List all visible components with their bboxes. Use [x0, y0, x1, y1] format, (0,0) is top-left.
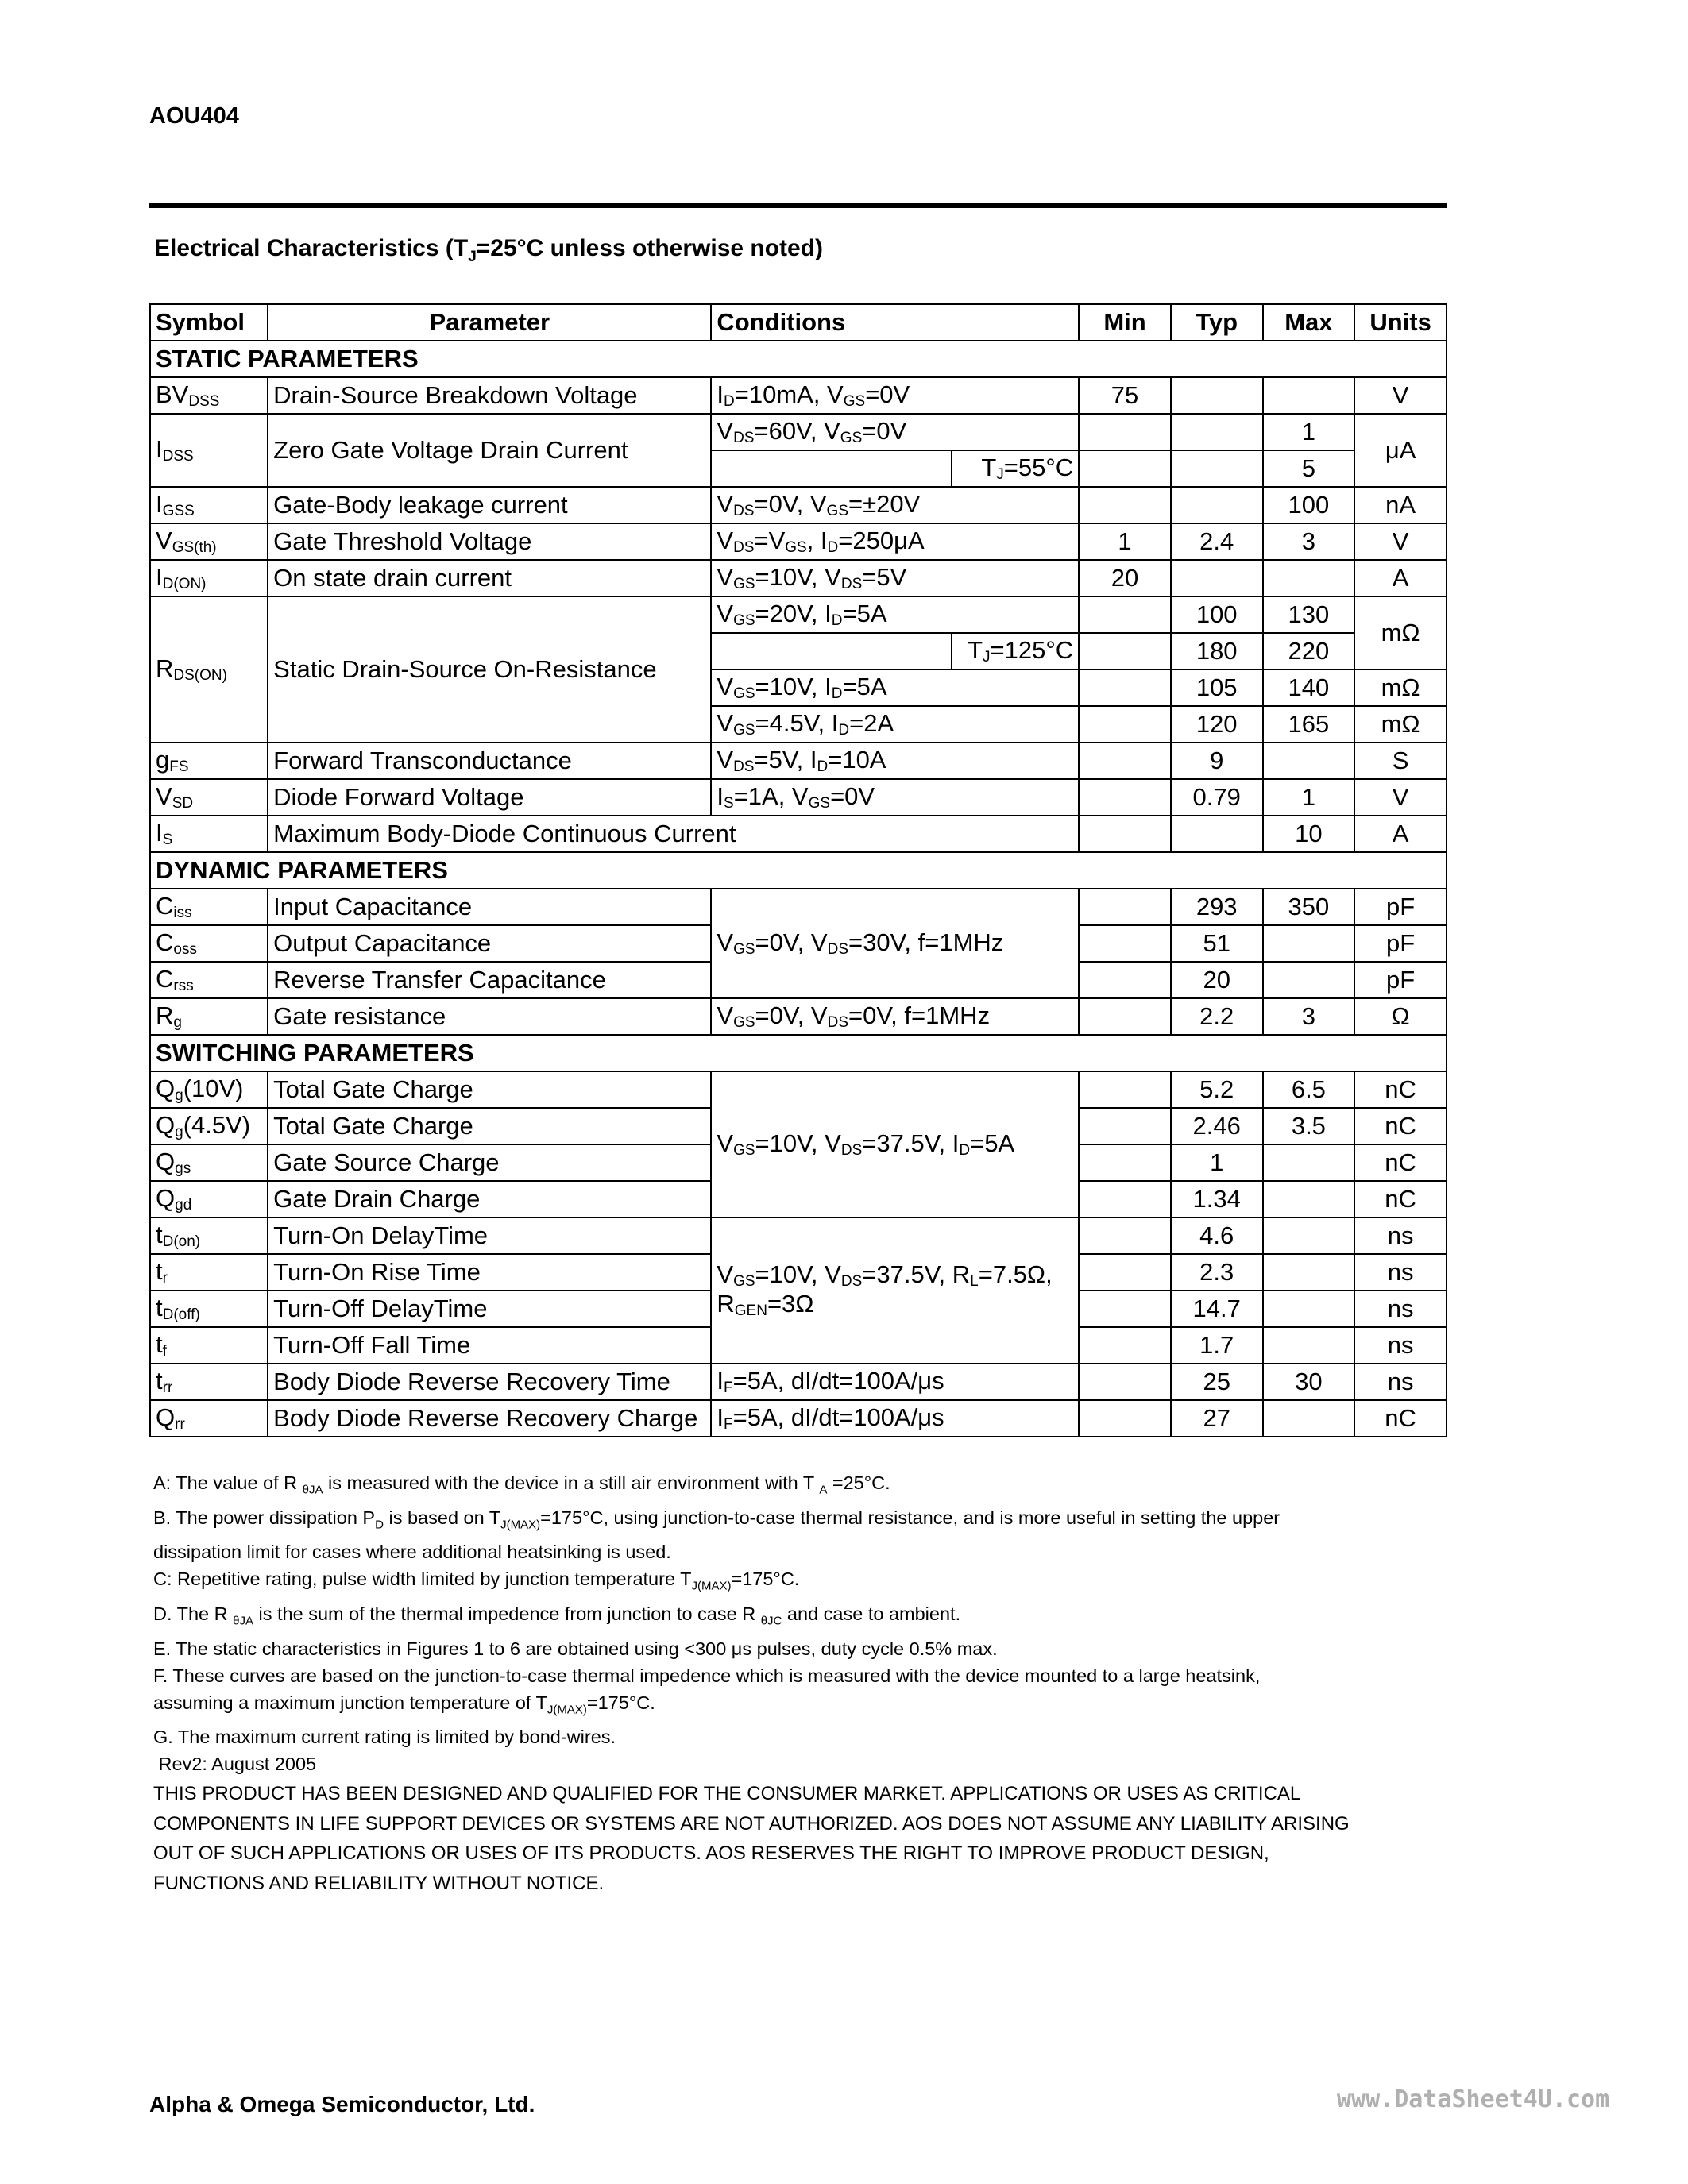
max-cell [1263, 743, 1355, 779]
max-cell [1263, 1327, 1355, 1364]
min-cell [1079, 1144, 1171, 1181]
condition-cell: $V_{GS}=10V$, $V_{DS}=37.5V$, $I_D=5A$ [711, 1071, 1079, 1217]
symbol-cell: $Q_{rr}$ [150, 1400, 268, 1437]
table-row [150, 377, 1447, 414]
max-cell: 3 [1263, 523, 1355, 560]
table-title: Electrical Characteristics ($T_J=25^\circ C$ unless otherwise noted) [154, 235, 824, 265]
typ-cell: 2.46 [1171, 1108, 1263, 1144]
unit-cell: ns [1354, 1291, 1447, 1327]
symbol-cell: $t_{D(on)}$ [150, 1217, 268, 1254]
parameter-cell: Reverse Transfer Capacitance [268, 962, 711, 998]
min-cell [1079, 779, 1171, 816]
condition-cell [711, 633, 951, 669]
section-header: SWITCHING PARAMETERS [150, 1035, 1447, 1071]
max-cell [1263, 925, 1355, 962]
col-header: Symbol [150, 304, 268, 341]
typ-cell: 20 [1171, 962, 1263, 998]
table-row [150, 1217, 1447, 1254]
watermark: www.DataSheet4U.com [1337, 2086, 1610, 2113]
table-header-row [150, 304, 1447, 341]
max-cell: 30 [1263, 1364, 1355, 1400]
table-row [150, 523, 1447, 560]
max-cell [1263, 1400, 1355, 1437]
condition-cell: $T_J=125^\circ C$ [952, 633, 1079, 669]
parameter-cell: Drain-Source Breakdown Voltage [268, 377, 711, 414]
unit-cell: mΩ [1354, 669, 1447, 706]
note-lines [153, 1469, 1464, 1777]
max-cell: 130 [1263, 596, 1355, 633]
typ-cell: 0.79 [1171, 779, 1263, 816]
unit-cell: Ω [1354, 998, 1447, 1035]
typ-cell: 25 [1171, 1364, 1263, 1400]
unit-cell: nA [1354, 487, 1447, 523]
typ-cell: 100 [1171, 596, 1263, 633]
parameter-cell: Output Capacitance [268, 925, 711, 962]
max-cell [1263, 377, 1355, 414]
parameter-cell: Total Gate Charge [268, 1071, 711, 1108]
parameter-cell: Static Drain-Source On-Resistance [268, 596, 711, 743]
parameter-cell: On state drain current [268, 560, 711, 596]
static-rows [150, 377, 1447, 852]
section-header: DYNAMIC PARAMETERS [150, 852, 1447, 889]
table-row [150, 596, 1447, 633]
disclaimer-line: OUT OF SUCH APPLICATIONS OR USES OF ITS PRODUCTS. AOS RESERVES THE RIGHT TO IMPROVE PRODUCT DESIGN, [153, 1843, 1269, 1865]
parameter-cell: Turn-Off DelayTime [268, 1291, 711, 1327]
parameter-cell: Body Diode Reverse Recovery Time [268, 1364, 711, 1400]
symbol-cell: $C_{oss}$ [150, 925, 268, 962]
typ-cell: 293 [1171, 889, 1263, 925]
parameter-cell: Turn-On Rise Time [268, 1254, 711, 1291]
min-cell [1079, 925, 1171, 962]
typ-cell: 180 [1171, 633, 1263, 669]
symbol-cell: $R_{DS(ON)}$ [150, 596, 268, 743]
disclaimer-line: COMPONENTS IN LIFE SUPPORT DEVICES OR SYSTEMS ARE NOT AUTHORIZED. AOS DOES NOT ASSUME ANY LIABILITY ARISING [153, 1812, 1350, 1835]
condition-cell: $V_{GS}=0V$, $V_{DS}=0V$, f=1MHz [711, 998, 1079, 1035]
typ-cell: 4.6 [1171, 1217, 1263, 1254]
max-cell: 1 [1263, 414, 1355, 450]
symbol-cell: $C_{iss}$ [150, 889, 268, 925]
condition-cell: $I_D=10mA$, $V_{GS}=0V$ [711, 377, 1079, 414]
typ-cell: 2.2 [1171, 998, 1263, 1035]
symbol-cell: $Q_g(10V)$ [150, 1071, 268, 1108]
unit-cell: ns [1354, 1364, 1447, 1400]
max-cell [1263, 1144, 1355, 1181]
unit-cell: V [1354, 779, 1447, 816]
max-cell: 10 [1263, 816, 1355, 852]
symbol-cell: $I_{DSS}$ [150, 414, 268, 487]
max-cell: 140 [1263, 669, 1355, 706]
min-cell [1079, 1108, 1171, 1144]
dynamic-rows [150, 889, 1447, 1035]
max-cell [1263, 1291, 1355, 1327]
typ-cell [1171, 414, 1263, 450]
unit-cell: nC [1354, 1108, 1447, 1144]
condition-cell: $I_S=1A$, $V_{GS}=0V$ [711, 779, 1079, 816]
min-cell [1079, 1400, 1171, 1437]
max-cell: 1 [1263, 779, 1355, 816]
table-row [150, 414, 1447, 450]
unit-cell: nC [1354, 1400, 1447, 1437]
max-cell: 220 [1263, 633, 1355, 669]
unit-cell: V [1354, 377, 1447, 414]
footnote-line: A: The value of R $_{\theta JA}$ is measured with the device in a still air environment with T $_A$ =25°C. [153, 1472, 890, 1497]
min-cell [1079, 1291, 1171, 1327]
min-cell [1079, 1327, 1171, 1364]
col-header: Max [1263, 304, 1355, 341]
min-cell [1079, 1071, 1171, 1108]
condition-cell: $V_{DS}=V_{GS}$, $I_D=250\mu A$ [711, 523, 1079, 560]
min-cell [1079, 1364, 1171, 1400]
table-row [150, 560, 1447, 596]
parameter-cell: Gate-Body leakage current [268, 487, 711, 523]
switching-rows [150, 1071, 1447, 1437]
typ-cell [1171, 560, 1263, 596]
condition-cell: $V_{GS}=4.5V$, $I_D=2A$ [711, 706, 1079, 743]
table-row [150, 1364, 1447, 1400]
min-cell [1079, 450, 1171, 487]
company-name: Alpha & Omega Semiconductor, Ltd. [149, 2092, 535, 2116]
symbol-cell: $R_g$ [150, 998, 268, 1035]
footnote-line: F. These curves are based on the junction-to-case thermal impedence which is measured with the device mounted to a large heatsink, [153, 1665, 1261, 1686]
condition-cell: $T_J=55^\circ C$ [952, 450, 1079, 487]
min-cell: 1 [1079, 523, 1171, 560]
parameter-cell: Turn-On DelayTime [268, 1217, 711, 1254]
symbol-cell: $g_{FS}$ [150, 743, 268, 779]
typ-cell: 51 [1171, 925, 1263, 962]
unit-cell: nC [1354, 1144, 1447, 1181]
disclaimer [153, 1779, 1464, 1898]
max-cell [1263, 962, 1355, 998]
unit-cell: ns [1354, 1327, 1447, 1364]
typ-cell: 14.7 [1171, 1291, 1263, 1327]
min-cell [1079, 633, 1171, 669]
symbol-cell: $C_{rss}$ [150, 962, 268, 998]
condition-cell: $I_F=5A$, dI/dt=100A/μs [711, 1400, 1079, 1437]
table-row [150, 779, 1447, 816]
typ-cell: 120 [1171, 706, 1263, 743]
typ-cell: 9 [1171, 743, 1263, 779]
typ-cell: 27 [1171, 1400, 1263, 1437]
unit-cell: ns [1354, 1217, 1447, 1254]
symbol-cell: $I_S$ [150, 816, 268, 852]
parameter-cell: Total Gate Charge [268, 1108, 711, 1144]
unit-cell: V [1354, 523, 1447, 560]
min-cell [1079, 487, 1171, 523]
unit-cell: pF [1354, 962, 1447, 998]
symbol-cell: $t_f$ [150, 1327, 268, 1364]
max-cell: 5 [1263, 450, 1355, 487]
min-cell: 20 [1079, 560, 1171, 596]
table-row [150, 816, 1447, 852]
col-header: Typ [1171, 304, 1263, 341]
footnote-line: C: Repetitive rating, pulse width limited by junction temperature $T_{J(MAX)}=175^\circ C$. [153, 1569, 800, 1594]
symbol-cell: $t_{rr}$ [150, 1364, 268, 1400]
min-cell [1079, 743, 1171, 779]
unit-cell: mΩ [1354, 706, 1447, 743]
max-cell [1263, 1181, 1355, 1217]
min-cell [1079, 1254, 1171, 1291]
min-cell [1079, 998, 1171, 1035]
footnotes [153, 1469, 1464, 1898]
table-row [150, 743, 1447, 779]
condition-cell: $V_{GS}=10V$, $V_{DS}=37.5V$, $R_L=7.5\Omega$, $R_{GEN}=3\Omega$ [711, 1217, 1079, 1364]
unit-cell: A [1354, 560, 1447, 596]
typ-cell [1171, 377, 1263, 414]
condition-cell: $V_{DS}=5V$, $I_D=10A$ [711, 743, 1079, 779]
part-number: AOU404 [149, 103, 239, 129]
parameter-cell: Gate Threshold Voltage [268, 523, 711, 560]
disclaimer-line: FUNCTIONS AND RELIABILITY WITHOUT NOTICE. [153, 1872, 605, 1894]
min-cell [1079, 816, 1171, 852]
unit-cell: pF [1354, 925, 1447, 962]
footnote-line: dissipation limit for cases where additional heatsinking is used. [153, 1542, 671, 1563]
parameter-cell: Body Diode Reverse Recovery Charge [268, 1400, 711, 1437]
symbol-cell: $V_{GS(th)}$ [150, 523, 268, 560]
typ-cell [1171, 487, 1263, 523]
typ-cell [1171, 450, 1263, 487]
symbol-cell: $I_{GSS}$ [150, 487, 268, 523]
table-row [150, 1400, 1447, 1437]
max-cell: 6.5 [1263, 1071, 1355, 1108]
symbol-cell: $BV_{DSS}$ [150, 377, 268, 414]
unit-cell: ns [1354, 1254, 1447, 1291]
typ-cell: 105 [1171, 669, 1263, 706]
parameter-cell: Diode Forward Voltage [268, 779, 711, 816]
footnote-line: E. The static characteristics in Figures 1 to 6 are obtained using <300 μs pulses, duty cycle 0.5% max. [153, 1638, 998, 1659]
typ-cell [1171, 816, 1263, 852]
min-cell [1079, 706, 1171, 743]
parameter-cell: Gate Drain Charge [268, 1181, 711, 1217]
unit-cell: pF [1354, 889, 1447, 925]
parameter-cell: Gate resistance [268, 998, 711, 1035]
condition-cell: $I_F=5A$, dI/dt=100A/μs [711, 1364, 1079, 1400]
max-cell: 100 [1263, 487, 1355, 523]
section-header: STATIC PARAMETERS [150, 341, 1447, 377]
condition-cell: $V_{DS}=0V$, $V_{GS}=\pm 20V$ [711, 487, 1079, 523]
unit-cell: nC [1354, 1071, 1447, 1108]
col-header: Conditions [711, 304, 1079, 341]
symbol-cell: $V_{SD}$ [150, 779, 268, 816]
table-row [150, 889, 1447, 925]
footnote-line: D. The R $_{\theta JA}$ is the sum of the thermal impedence from junction to case R $_{\theta JC}$ and case to ambient. [153, 1603, 961, 1628]
unit-cell: mΩ [1354, 596, 1447, 669]
condition-cell: $V_{GS}=0V$, $V_{DS}=30V$, f=1MHz [711, 889, 1079, 998]
unit-cell: nC [1354, 1181, 1447, 1217]
symbol-cell: $t_{D(off)}$ [150, 1291, 268, 1327]
max-cell: 3.5 [1263, 1108, 1355, 1144]
electrical-characteristics-table [149, 303, 1447, 1437]
symbol-cell: $Q_g(4.5V)$ [150, 1108, 268, 1144]
parameter-cell: Maximum Body-Diode Continuous Current [268, 816, 1079, 852]
disclaimer-line: THIS PRODUCT HAS BEEN DESIGNED AND QUALIFIED FOR THE CONSUMER MARKET. APPLICATIONS OR USES AS CRITICAL [153, 1783, 1301, 1805]
condition-cell: $V_{GS}=10V$, $V_{DS}=5V$ [711, 560, 1079, 596]
min-cell [1079, 669, 1171, 706]
col-header: Parameter [268, 304, 711, 341]
condition-cell: $V_{GS}=10V$, $I_D=5A$ [711, 669, 1079, 706]
header-rule [149, 203, 1447, 208]
parameter-cell: Input Capacitance [268, 889, 711, 925]
symbol-cell: $Q_{gs}$ [150, 1144, 268, 1181]
col-header: Units [1354, 304, 1447, 341]
footnote-line: G. The maximum current rating is limited by bond-wires. [153, 1727, 616, 1748]
footnote-line: B. The power dissipation $P_D$ is based on $T_{J(MAX)}=175^\circ C$, using junction-to-case thermal resistance, and is more useful in setting the upper [153, 1507, 1280, 1532]
unit-cell: A [1354, 816, 1447, 852]
typ-cell: 5.2 [1171, 1071, 1263, 1108]
min-cell [1079, 414, 1171, 450]
typ-cell: 1.34 [1171, 1181, 1263, 1217]
max-cell: 3 [1263, 998, 1355, 1035]
min-cell [1079, 889, 1171, 925]
min-cell [1079, 1181, 1171, 1217]
symbol-cell: $I_{D(ON)}$ [150, 560, 268, 596]
typ-cell: 1 [1171, 1144, 1263, 1181]
parameter-cell: Gate Source Charge [268, 1144, 711, 1181]
condition-cell: $V_{GS}=20V$, $I_D=5A$ [711, 596, 1079, 633]
table-row [150, 1071, 1447, 1108]
typ-cell: 1.7 [1171, 1327, 1263, 1364]
max-cell: 350 [1263, 889, 1355, 925]
symbol-cell: $t_r$ [150, 1254, 268, 1291]
min-cell: 75 [1079, 377, 1171, 414]
unit-cell: μA [1354, 414, 1447, 487]
table-row [150, 998, 1447, 1035]
min-cell [1079, 1217, 1171, 1254]
max-cell [1263, 1254, 1355, 1291]
typ-cell: 2.4 [1171, 523, 1263, 560]
condition-cell: $V_{DS}=60V$, $V_{GS}=0V$ [711, 414, 1079, 450]
parameter-cell: Turn-Off Fall Time [268, 1327, 711, 1364]
symbol-cell: $Q_{gd}$ [150, 1181, 268, 1217]
footnote-line: assuming a maximum junction temperature of $T_{J(MAX)}=175^\circ C$. [153, 1692, 655, 1717]
parameter-cell: Forward Transconductance [268, 743, 711, 779]
max-cell [1263, 1217, 1355, 1254]
parameter-cell: Zero Gate Voltage Drain Current [268, 414, 711, 487]
max-cell [1263, 560, 1355, 596]
min-cell [1079, 962, 1171, 998]
table-row [150, 487, 1447, 523]
condition-cell [711, 450, 951, 487]
footnote-line: Rev2: August 2005 [153, 1754, 317, 1775]
min-cell [1079, 596, 1171, 633]
col-header: Min [1079, 304, 1171, 341]
max-cell: 165 [1263, 706, 1355, 743]
typ-cell: 2.3 [1171, 1254, 1263, 1291]
unit-cell: S [1354, 743, 1447, 779]
